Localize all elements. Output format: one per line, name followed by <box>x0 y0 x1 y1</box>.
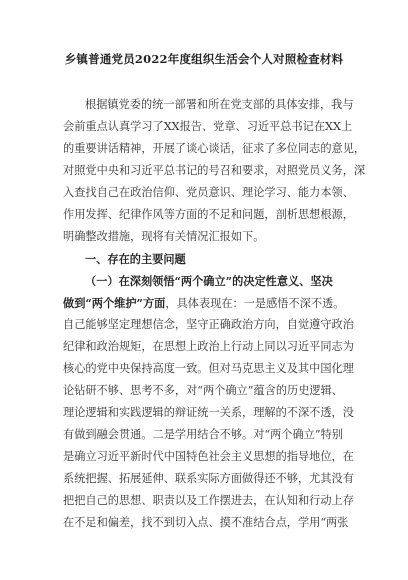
paragraph-text: ，具体表现在：一是感悟不深不透。 <box>165 297 345 310</box>
intro-line: 对照党中央和习近平总书记的号召和要求，对照党员义务，深 <box>63 164 366 177</box>
subsection-heading-part: 做到“两个维护”方面 <box>63 296 166 310</box>
paragraph-line: 核心的党中央保持高度一致。但对马克思主义及其中国化理 <box>63 362 354 375</box>
intro-line: 会前重点认真学习了XX报告、党章、习近平总书记在XX上 <box>63 120 353 133</box>
intro-line: 根据镇党委的统一部署和所在党支部的具体安排，我与 <box>85 98 354 111</box>
paragraph-line: 把把自己的思想、职责以及工作摆进去，在认知和行动上存 <box>63 494 354 507</box>
paragraph-line: 在不足和偏差，找不到切入点、摸不准结合点，学用“两张 <box>63 516 349 529</box>
intro-line: 作用发挥、纪律作风等方面的不足和问题，剖析思想根源， <box>63 208 354 221</box>
paragraph-line: 纪律和政治规矩，在思想上政治上行动上同以习近平同志为 <box>63 340 354 353</box>
paragraph-line: 系统把握、拓展延伸、联系实际方面做得还不够，尤其没有 <box>63 472 354 485</box>
paragraph-line: 有做到融会贯通。二是学用结合不够。对“两个确立”特别 <box>63 428 343 441</box>
subsection-heading: （一）在深刻领悟“两个确立”的决定性意义、坚决 <box>85 274 333 288</box>
intro-line: 的重要讲话精神，开展了谈心谈话，征求了多位同志的意见， <box>63 142 366 155</box>
paragraph-line: 自己能够坚定理想信念，坚守正确政治方向，自觉遵守政治 <box>63 318 354 331</box>
document-title: 乡镇普通党员2022年度组织生活会个人对照检查材料 <box>64 52 344 66</box>
intro-line: 明确整改措施，现将有关情况汇报如下。 <box>63 230 265 243</box>
section-heading: 一、存在的主要问题 <box>85 252 186 266</box>
paragraph-line: 理论逻辑和实践逻辑的辩证统一关系，理解的不深不透，没 <box>63 406 354 419</box>
paragraph-line: 论钻研不够、思考不多，对“两个确立”蕴含的历史逻辑、 <box>63 384 343 397</box>
intro-line: 入查找自己在政治信仰、党员意识、理论学习、能力本领、 <box>63 186 354 199</box>
paragraph-line: 是确立习近平新时代中国特色社会主义思想的指导地位，在 <box>63 450 354 463</box>
subsection-heading-continued <box>63 292 357 314</box>
document-body <box>63 94 366 534</box>
